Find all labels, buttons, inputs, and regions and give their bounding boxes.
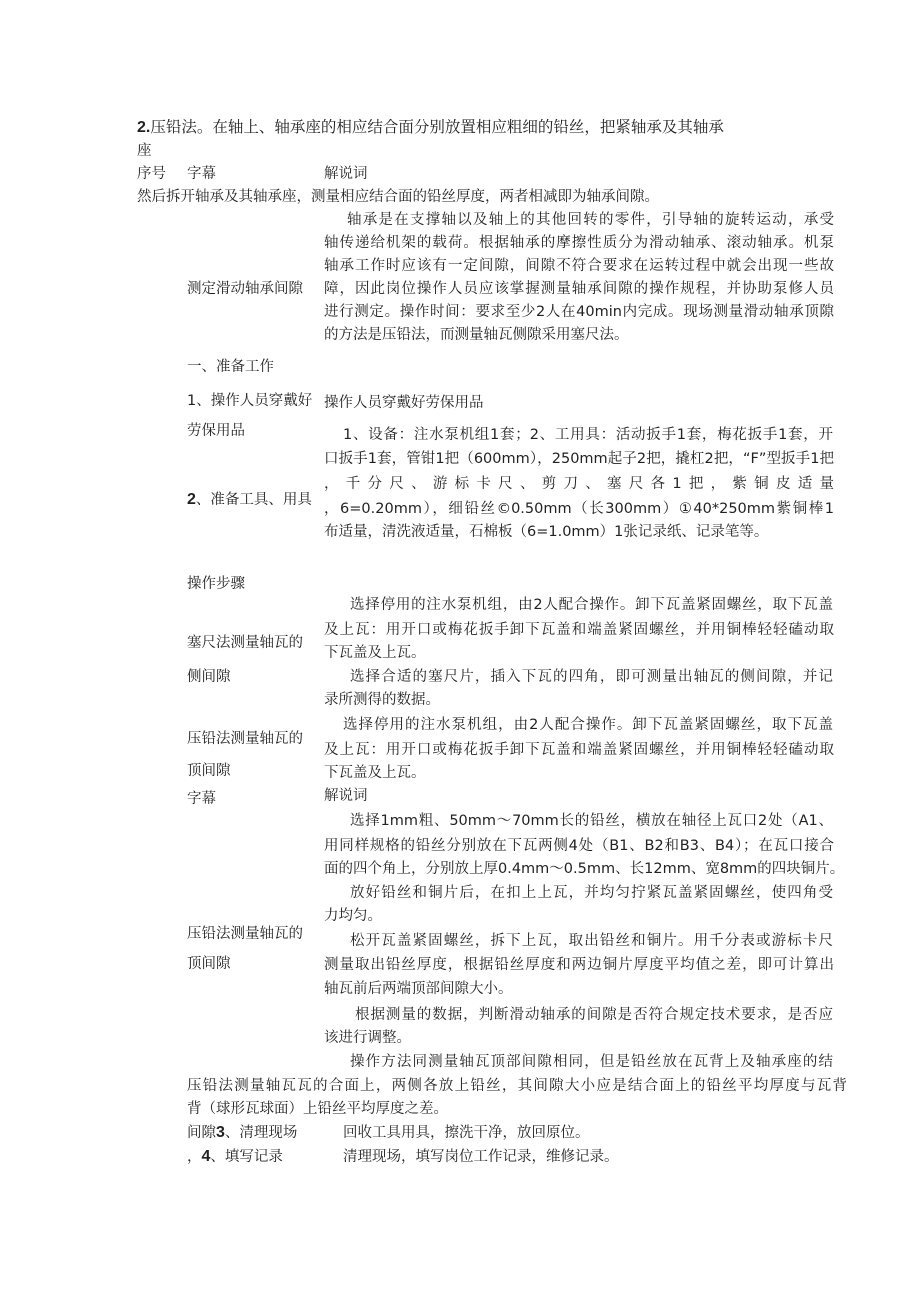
lead2-line: 选择1mm粗、50mm～70mm长的铅丝，横放在轴径上瓦口2处（A1、 xyxy=(350,813,833,829)
feeler-line: 录所测得的数据。 xyxy=(324,692,440,708)
record-text: 清理现场，填写岗位工作记录，维修记录。 xyxy=(343,1149,619,1165)
clean-text: 回收工具用具，擦洗干净，放回原位。 xyxy=(343,1125,590,1141)
section-label: 测定滑动轴承间隙 xyxy=(187,281,303,297)
prep-item2-line: ，千分尺、游标卡尺、剪刀、塞尺各1把，紫铜皮适量 xyxy=(324,476,834,492)
prep-item1-text: 操作人员穿戴好劳保用品 xyxy=(324,395,484,411)
header-col-no: 序号 xyxy=(137,166,166,182)
intro-line-1: 2.压铅法。在轴上、轴承座的相应结合面分别放置相应粗细的铅丝，把紧轴承及其轴承 xyxy=(137,118,724,136)
prep-item2-line: 口扳手1套，管钳1把（600mm），250mm起子2把，撬杠2把，“F”型扳手1把 xyxy=(324,451,834,467)
header-col-caption: 字幕 xyxy=(187,166,216,182)
header2-col-caption: 字幕 xyxy=(187,791,216,807)
lead2-line: 测量取出铅丝厚度，根据铅丝厚度和两边铜片厚度平均值之差，即可计算出 xyxy=(324,957,834,973)
feeler-line: 下瓦盖及上瓦。 xyxy=(324,645,426,661)
lead2-label: 压铅法测量轴瓦的 xyxy=(187,926,303,942)
back-line: 背（球形瓦球面）上铅丝平均厚度之差。 xyxy=(187,1101,448,1117)
feeler-label-cont: 侧间隙 xyxy=(187,669,231,685)
prep-item2-line: 1、设备：注水泵机组1套；2、工用具：活动扳手1套，梅花扳手1套，开 xyxy=(343,427,833,443)
lead2-line: 用同样规格的铅丝分别放在下瓦两侧4处（B1、B2和B3、B4）；在瓦口接合 xyxy=(324,838,834,854)
intro-para-line: 的方法是压铅法，而测量轴瓦侧隙采用塞尺法。 xyxy=(324,327,629,343)
lead1-label: 压铅法测量轴瓦的 xyxy=(187,731,303,747)
lead2-line: 面的四个角上，分别放上厚0.4mm～0.5mm、长12mm、宽8mm的四块铜片。 xyxy=(324,861,845,877)
intro-para-line: 轴承是在支撑轴以及轴上的其他回转的零件，引导轴的旋转运动，承受 xyxy=(347,212,834,228)
clean-label: 间隙3、清理现场 xyxy=(187,1124,298,1141)
intro-line-2: 座 xyxy=(137,143,152,159)
lead1-line: 及上瓦：用开口或梅花扳手卸下瓦盖和端盖紧固螺丝，并用铜棒轻轻磕动取 xyxy=(324,742,834,758)
prep-item1-label: 1、操作人员穿戴好 xyxy=(187,393,313,409)
lead1-label-cont: 顶间隙 xyxy=(187,763,231,779)
intro-para-line: 轴承工作时应该有一定间隙，间隙不符合要求在运转过程中就会出现一些故 xyxy=(324,258,834,274)
steps-title: 操作步骤 xyxy=(187,576,245,592)
prep-item2-line: ，6=0.20mm），细铅丝©0.50mm（长300mm）①40*250mm紫铜棒1 xyxy=(324,501,834,517)
header-col-narration: 解说词 xyxy=(324,166,368,182)
feeler-line: 选择停用的注水泵机组，由2人配合操作。卸下瓦盖紧固螺丝，取下瓦盖 xyxy=(350,597,833,613)
back-line: 操作方法同测量轴瓦顶部间隙相同，但是铅丝放在瓦背上及轴承座的结 xyxy=(350,1054,833,1070)
intro-number: 2. xyxy=(137,119,151,136)
prep-item2-label: 2、准备工具、用具 xyxy=(187,491,312,508)
intro-para-line: 进行测定。操作时间：要求至少2人在40min内完成。现场测量滑动轴承顶隙 xyxy=(324,304,834,320)
lead1-line: 选择停用的注水泵机组，由2人配合操作。卸下瓦盖紧固螺丝，取下瓦盖 xyxy=(343,717,833,733)
intro-para-line: 轴传递给机架的载荷。根据轴承的摩擦性质分为滑动轴承、滚动轴承。机泵 xyxy=(324,235,834,251)
back-line: 压铅法测量轴瓦瓦的合面上，两侧各放上铅丝，其间隙大小应是结合面上的铅丝平均厚度与瓦背 xyxy=(187,1078,847,1094)
feeler-line: 及上瓦：用开口或梅花扳手卸下瓦盖和端盖紧固螺丝，并用铜棒轻轻磕动取 xyxy=(324,622,834,638)
intro-para-line: 障，因此岗位操作人员应该掌握测量轴承间隙的操作规程，并协助泵修人员 xyxy=(324,281,834,297)
feeler-label: 塞尺法测量轴瓦的 xyxy=(187,635,303,651)
lead2-label-cont: 顶间隙 xyxy=(187,956,231,972)
record-label: ，4、填写记录 xyxy=(187,1148,283,1165)
prep-item2-line: 布适量，清洗液适量，石棉板（6=1.0mm）1张记录纸、记录笔等。 xyxy=(324,524,769,540)
prep-title: 一、准备工作 xyxy=(187,359,274,375)
intro-overlay-line: 然后拆开轴承及其轴承座，测量相应结合面的铅丝厚度，两者相减即为轴承间隙。 xyxy=(137,189,659,205)
prep-item1-label-cont: 劳保用品 xyxy=(187,423,245,439)
lead2-line: 根据测量的数据，判断滑动轴承的间隙是否符合规定技术要求，是否应 xyxy=(355,1007,833,1023)
lead2-line: 该进行调整。 xyxy=(324,1030,411,1046)
lead2-line: 轴瓦前后两端顶部间隙大小。 xyxy=(324,981,513,997)
lead1-line: 下瓦盖及上瓦。 xyxy=(324,765,426,781)
lead2-line: 松开瓦盖紧固螺丝，拆下上瓦，取出铅丝和铜片。用千分表或游标卡尺 xyxy=(350,933,833,949)
lead2-line: 力均匀。 xyxy=(324,908,382,924)
lead2-line: 放好铅丝和铜片后，在扣上上瓦，并均匀拧紧瓦盖紧固螺丝，使四角受 xyxy=(350,885,833,901)
header2-col-narration: 解说词 xyxy=(324,788,368,804)
feeler-line: 选择合适的塞尺片，插入下瓦的四角，即可测量出轴瓦的侧间隙，并记 xyxy=(350,669,833,685)
